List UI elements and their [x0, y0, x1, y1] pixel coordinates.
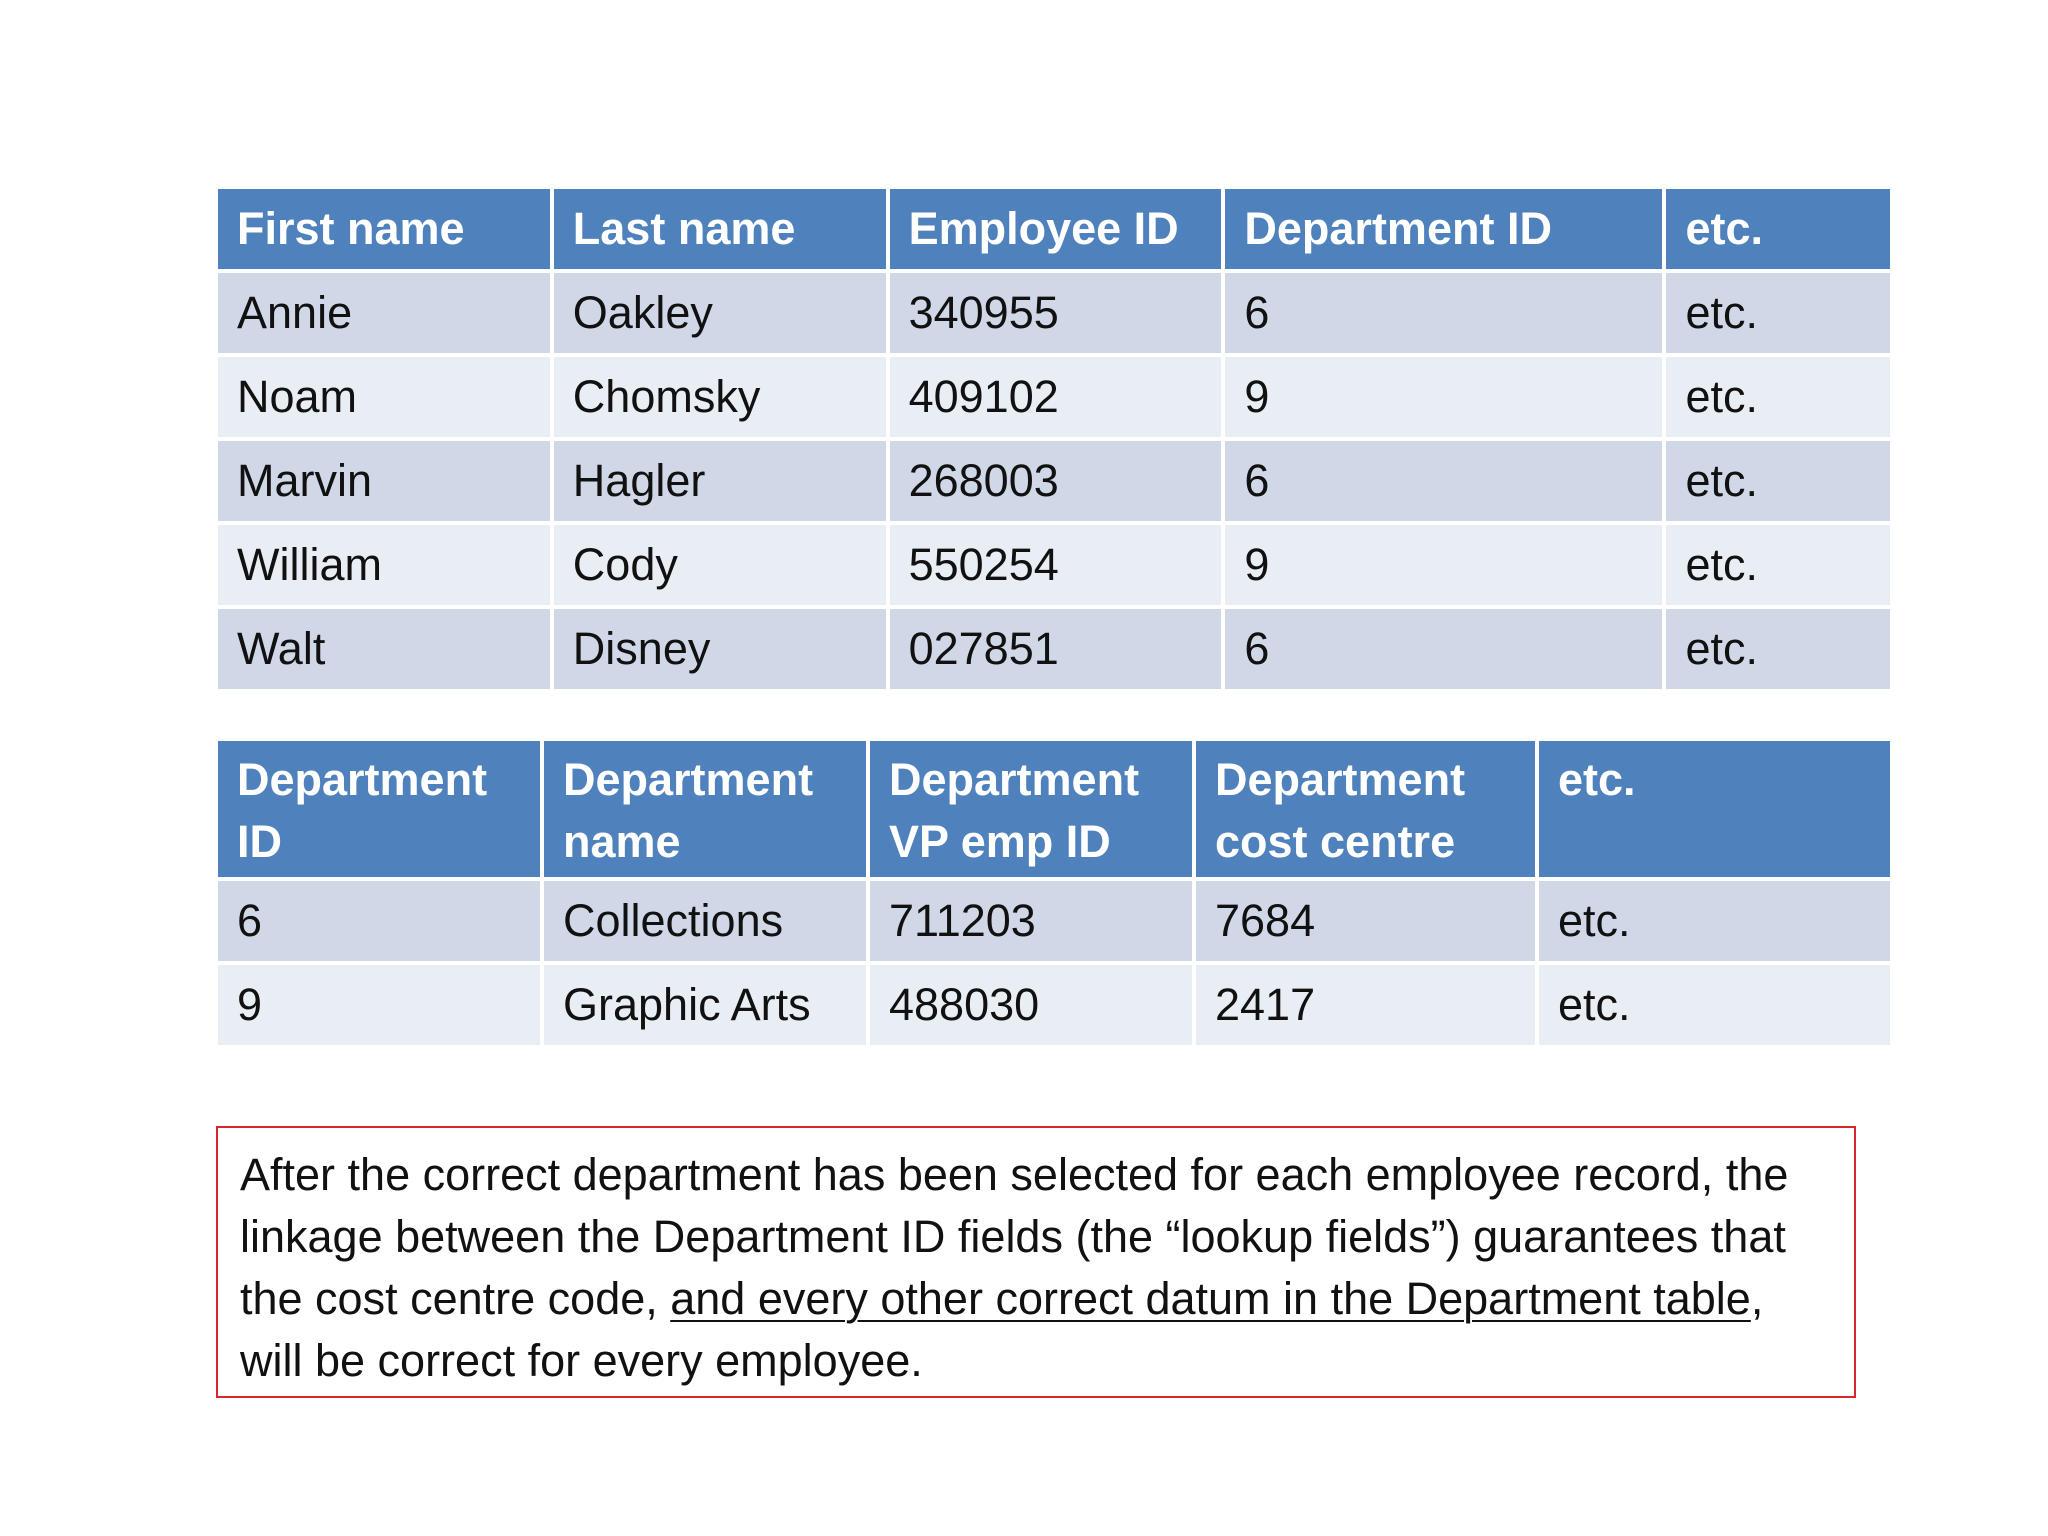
cell-department-id: 6	[1225, 441, 1662, 521]
cell-department-id: 6	[218, 881, 540, 961]
cell-vp-emp-id: 711203	[870, 881, 1192, 961]
cell-department-id: 6	[1225, 609, 1662, 689]
cell-etc: etc.	[1666, 525, 1890, 605]
cell-employee-id: 268003	[890, 441, 1222, 521]
cell-employee-id: 027851	[890, 609, 1222, 689]
cell-last-name: Oakley	[554, 273, 886, 353]
header-etc: etc.	[1666, 189, 1890, 269]
cell-last-name: Hagler	[554, 441, 886, 521]
cell-department-name: Collections	[544, 881, 866, 961]
cell-first-name: Marvin	[218, 441, 550, 521]
cell-vp-emp-id: 488030	[870, 965, 1192, 1045]
note-underlined-text: and every other correct datum in the Department table	[670, 1273, 1751, 1324]
header-line: name	[563, 816, 681, 867]
header-department-vp-emp-id	[870, 741, 1192, 877]
department-header-row	[218, 741, 1890, 877]
employee-header-row	[218, 189, 1890, 269]
header-department-cost-centre	[1196, 741, 1535, 877]
cell-employee-id: 409102	[890, 357, 1222, 437]
cell-employee-id: 340955	[890, 273, 1222, 353]
header-department-id	[218, 741, 540, 877]
cell-last-name: Disney	[554, 609, 886, 689]
cell-etc: etc.	[1666, 357, 1890, 437]
cell-department-id: 6	[1225, 273, 1662, 353]
cell-department-id: 9	[1225, 525, 1662, 605]
table-row	[218, 609, 1890, 689]
header-first-name: First name	[218, 189, 550, 269]
cell-cost-centre: 7684	[1196, 881, 1535, 961]
header-etc	[1539, 741, 1890, 877]
note-text: After the correct department has been selected for each employee record, the linkage between the Department ID fields (the “lookup fields”) guarantees that the cost centre code,	[240, 1149, 1789, 1324]
header-line: VP emp ID	[889, 816, 1111, 867]
cell-first-name: Noam	[218, 357, 550, 437]
header-line: ID	[237, 816, 282, 867]
cell-etc: etc.	[1539, 965, 1890, 1045]
cell-last-name: Chomsky	[554, 357, 886, 437]
table-row	[218, 357, 1890, 437]
cell-department-name: Graphic Arts	[544, 965, 866, 1045]
cell-etc: etc.	[1539, 881, 1890, 961]
header-department-id: Department ID	[1225, 189, 1662, 269]
note-text-end: , will be correct for every employee.	[240, 1273, 1764, 1386]
cell-department-id: 9	[218, 965, 540, 1045]
header-department-name	[544, 741, 866, 877]
header-employee-id: Employee ID	[890, 189, 1222, 269]
cell-etc: etc.	[1666, 273, 1890, 353]
header-line: Department	[237, 754, 488, 805]
header-line: Department	[889, 754, 1140, 805]
header-line: Department	[563, 754, 814, 805]
cell-employee-id: 550254	[890, 525, 1222, 605]
cell-etc: etc.	[1666, 441, 1890, 521]
cell-last-name: Cody	[554, 525, 886, 605]
cell-etc: etc.	[1666, 609, 1890, 689]
header-line: Department	[1215, 754, 1466, 805]
table-row	[218, 525, 1890, 605]
note-box	[216, 1126, 1856, 1398]
cell-cost-centre: 2417	[1196, 965, 1535, 1045]
table-row	[218, 881, 1890, 961]
department-table	[214, 737, 1894, 1049]
header-line: etc.	[1558, 754, 1636, 805]
cell-first-name: Annie	[218, 273, 550, 353]
header-last-name: Last name	[554, 189, 886, 269]
cell-department-id: 9	[1225, 357, 1662, 437]
cell-first-name: Walt	[218, 609, 550, 689]
employee-table	[214, 185, 1894, 693]
table-row	[218, 273, 1890, 353]
header-line: cost centre	[1215, 816, 1456, 867]
table-row	[218, 965, 1890, 1045]
table-row	[218, 441, 1890, 521]
cell-first-name: William	[218, 525, 550, 605]
